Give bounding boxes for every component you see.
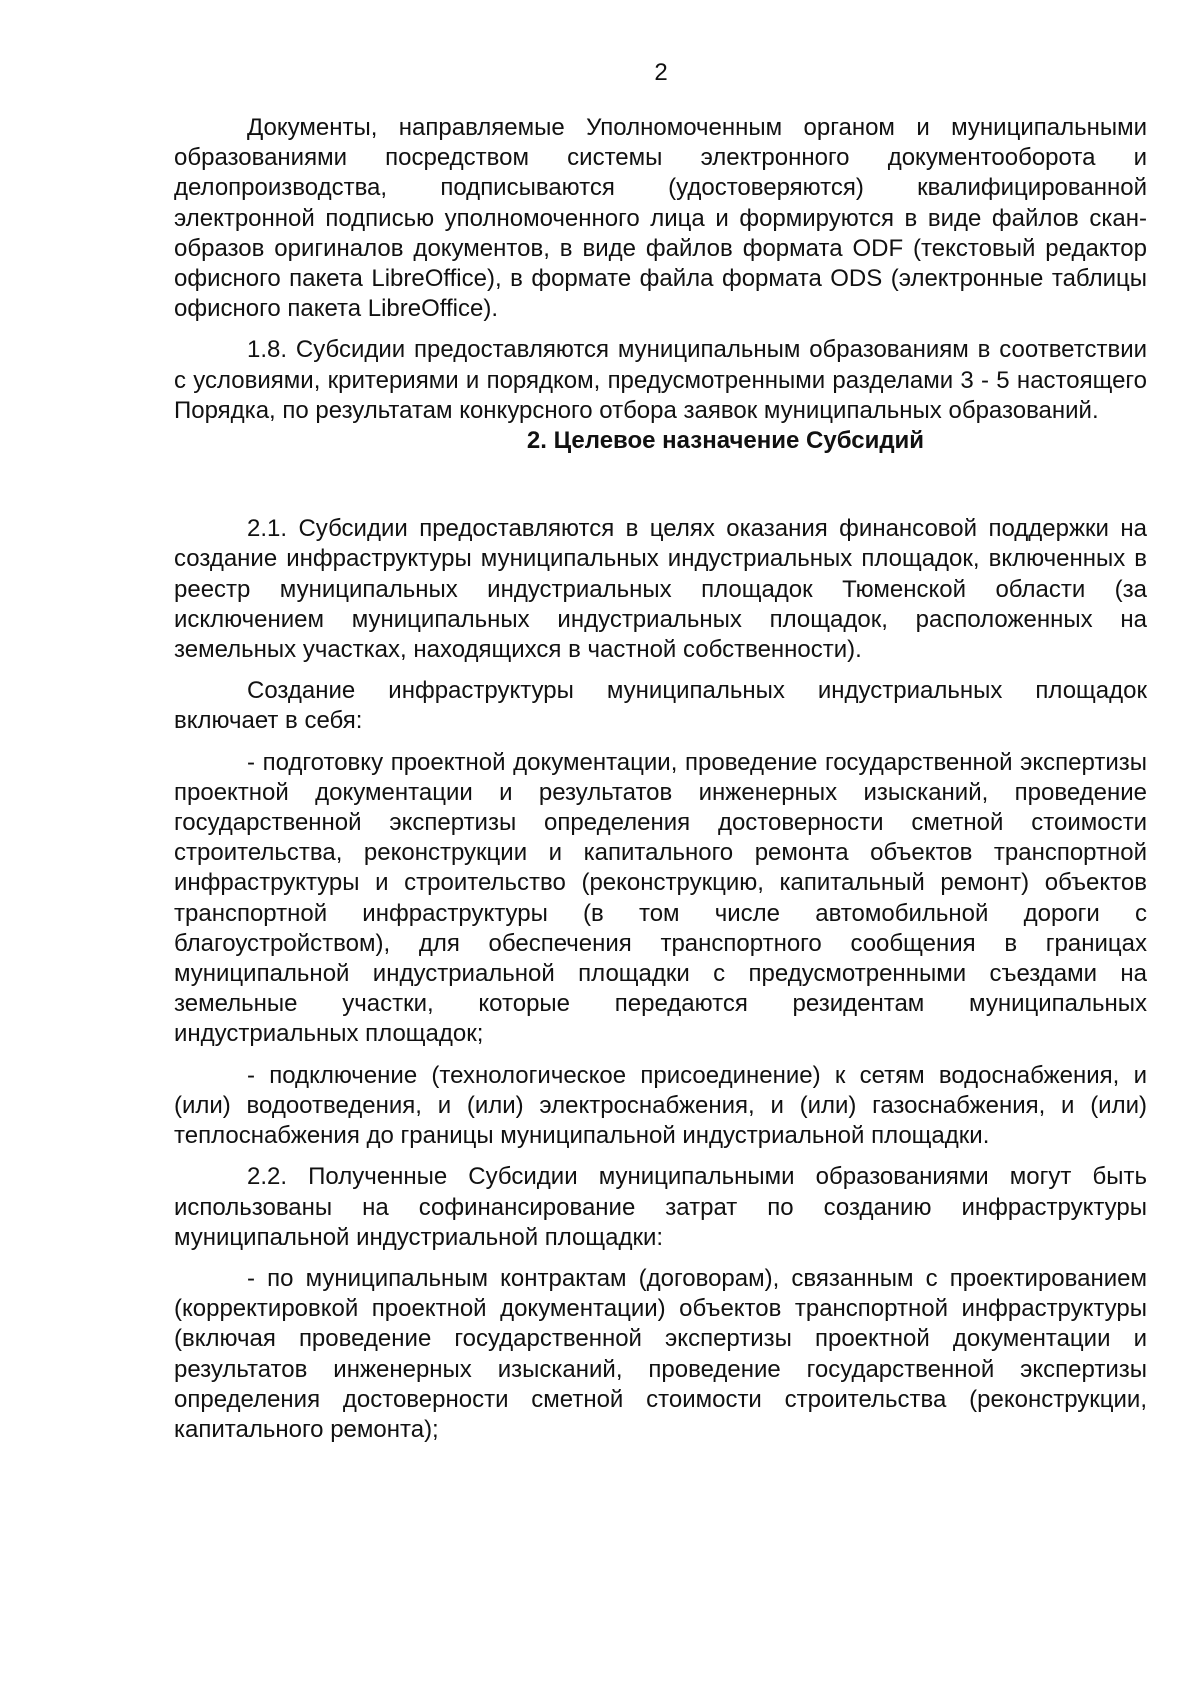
list-item-project-documentation: - подготовку проектной документации, проведение государственной экспертизы проектной документации и результатов инженерных изысканий, проведение государственной экспертизы определения достоверности сметной стоимости строительства, реконструкции и капитального ремонта объектов транспортной инфраструктуры и строительство (реконструкцию, капитальный ремонт) объектов транспортной инфраструктуры (в том числе автомобильной дороги с благоустройством), для обеспечения транспортного сообщения в границах муниципальной индустриальной площадки с предусмотренными съездами на земельные участки, которые передаются резидентам муниципальных индустриальных площадок; <box>174 748 1147 1048</box>
paragraph-2-1: 2.1. Субсидии предоставляются в целях оказания финансовой поддержки на создание инфраструктуры муниципальных индустриальных площадок, включенных в реестр муниципальных индустриальных площадок Тюменской области (за исключением муниципальных индустриальных площадок, расположенных на земельных участках, находящихся в частной собственности). <box>174 515 1147 664</box>
list-item-utility-connection: - подключение (технологическое присоединение) к сетям водоснабжения, и (или) водоотведения, и (или) электроснабжения, и (или) газоснабжения, и (или) теплоснабжения до границы муниципальной индустриальной площадки. <box>174 1061 1147 1150</box>
document-body <box>174 113 1147 1445</box>
paragraph-document-signing: Документы, направляемые Уполномоченным органом и муниципальными образованиями посредством системы электронного документооборота и делопроизводства, подписываются (удостоверяются) квалифицированной электронной подписью уполномоченного лица и формируются в виде файлов скан-образов оригиналов документов, в виде файлов формата ODF (текстовый редактор офисного пакета LibreOffice), в формате файла формата ODS (электронные таблицы офисного пакета LibreOffice). <box>174 114 1147 323</box>
section-heading: 2. Целевое назначение Субсидий <box>526 427 925 455</box>
paragraph-infrastructure-includes: Создание инфраструктуры муниципальных индустриальных площадок включает в себя: <box>174 677 1147 735</box>
paragraph-2-2: 2.2. Полученные Субсидии муниципальными образованиями могут быть использованы на софинансирование затрат по созданию инфраструктуры муниципальной индустриальной площадки: <box>174 1163 1147 1251</box>
list-item-municipal-contracts: - по муниципальным контрактам (договорам), связанным с проектированием (корректировкой проектной документации) объектов транспортной инфраструктуры (включая проведение государственной экспертизы проектной документации и результатов инженерных изысканий, проведение государственной экспертизы определения достоверности сметной стоимости строительства (реконструкции, капитального ремонта); <box>174 1264 1147 1443</box>
page-number: 2 <box>654 59 668 86</box>
paragraph-1-8: 1.8. Субсидии предоставляются муниципальным образованиям в соответствии с условиями, критериями и порядком, предусмотренными разделами 3 - 5 настоящего Порядка, по результатам конкурсного отбора заявок муниципальных образований. <box>174 336 1147 424</box>
